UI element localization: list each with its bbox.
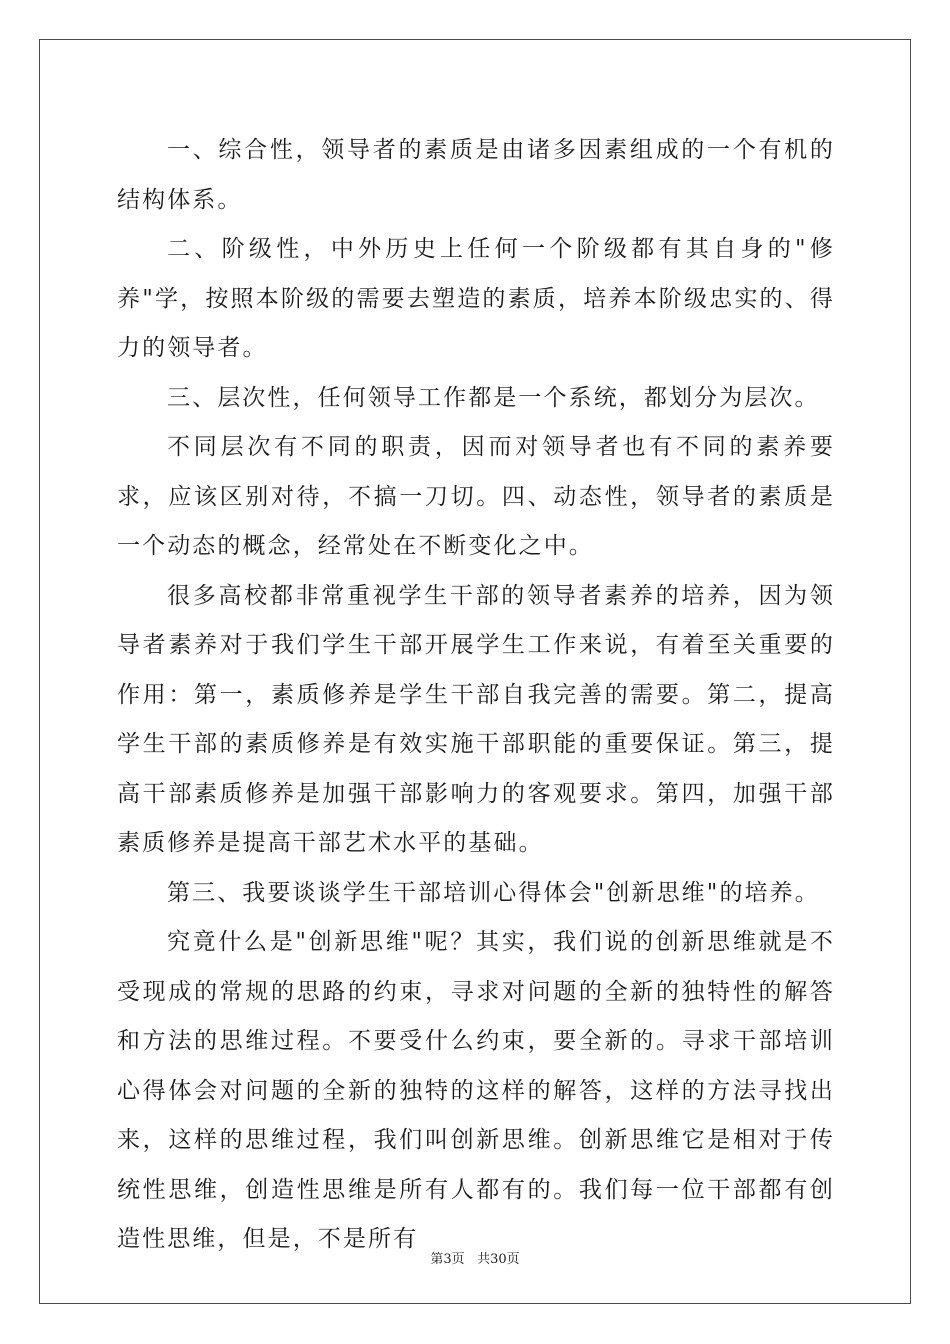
paragraph-2: 二、阶级性，中外历史上任何一个阶级都有其自身的"修养"学，按照本阶级的需要去塑造的素质，培养本阶级忠实的、得力的领导者。 bbox=[117, 236, 835, 361]
page-total: 共30页 bbox=[477, 1252, 520, 1267]
paragraph-7: 究竟什么是"创新思维"呢？其实，我们说的创新思维就是不受现成的常规的思路的约束，寻求对问题的全新的独特性的解答和方法的思维过程。不要受什么约束，要全新的。寻求干部培训心得体会对问题的全新的独特的这样的解答，这样的方法寻找出来，这样的思维过程，我们叫创新思维。创新思维它是相对于传统性思维，创造性思维是所有人都有的。我们每一位干部都有创造性思维，但是，不是所有 bbox=[117, 929, 835, 1252]
page-number: 第3页 bbox=[430, 1252, 465, 1267]
paragraph-5: 很多高校都非常重视学生干部的领导者素养的培养，因为领导者素养对于我们学生干部开展学生工作来说，有着至关重要的作用：第一，素质修养是学生干部自我完善的需要。第二，提高学生干部的素质修养是有效实施干部职能的重要保证。第三，提高干部素质修养是加强干部影响力的客观要求。第四，加强干部素质修养是提高干部艺术水平的基础。 bbox=[117, 582, 835, 856]
paragraph-4: 不同层次有不同的职责，因而对领导者也有不同的素养要求，应该区别对待，不搞一刀切。四、动态性，领导者的素质是一个动态的概念，经常处在不断变化之中。 bbox=[117, 434, 835, 559]
document-body bbox=[117, 126, 835, 1265]
paragraph-6: 第三、我要谈谈学生干部培训心得体会"创新思维"的培养。 bbox=[167, 879, 820, 906]
paragraph-1: 一、综合性，领导者的素质是由诸多因素组成的一个有机的结构体系。 bbox=[117, 137, 835, 213]
paragraph-3: 三、层次性，任何领导工作都是一个系统，都划分为层次。 bbox=[167, 384, 820, 411]
page-footer bbox=[0, 1248, 950, 1267]
